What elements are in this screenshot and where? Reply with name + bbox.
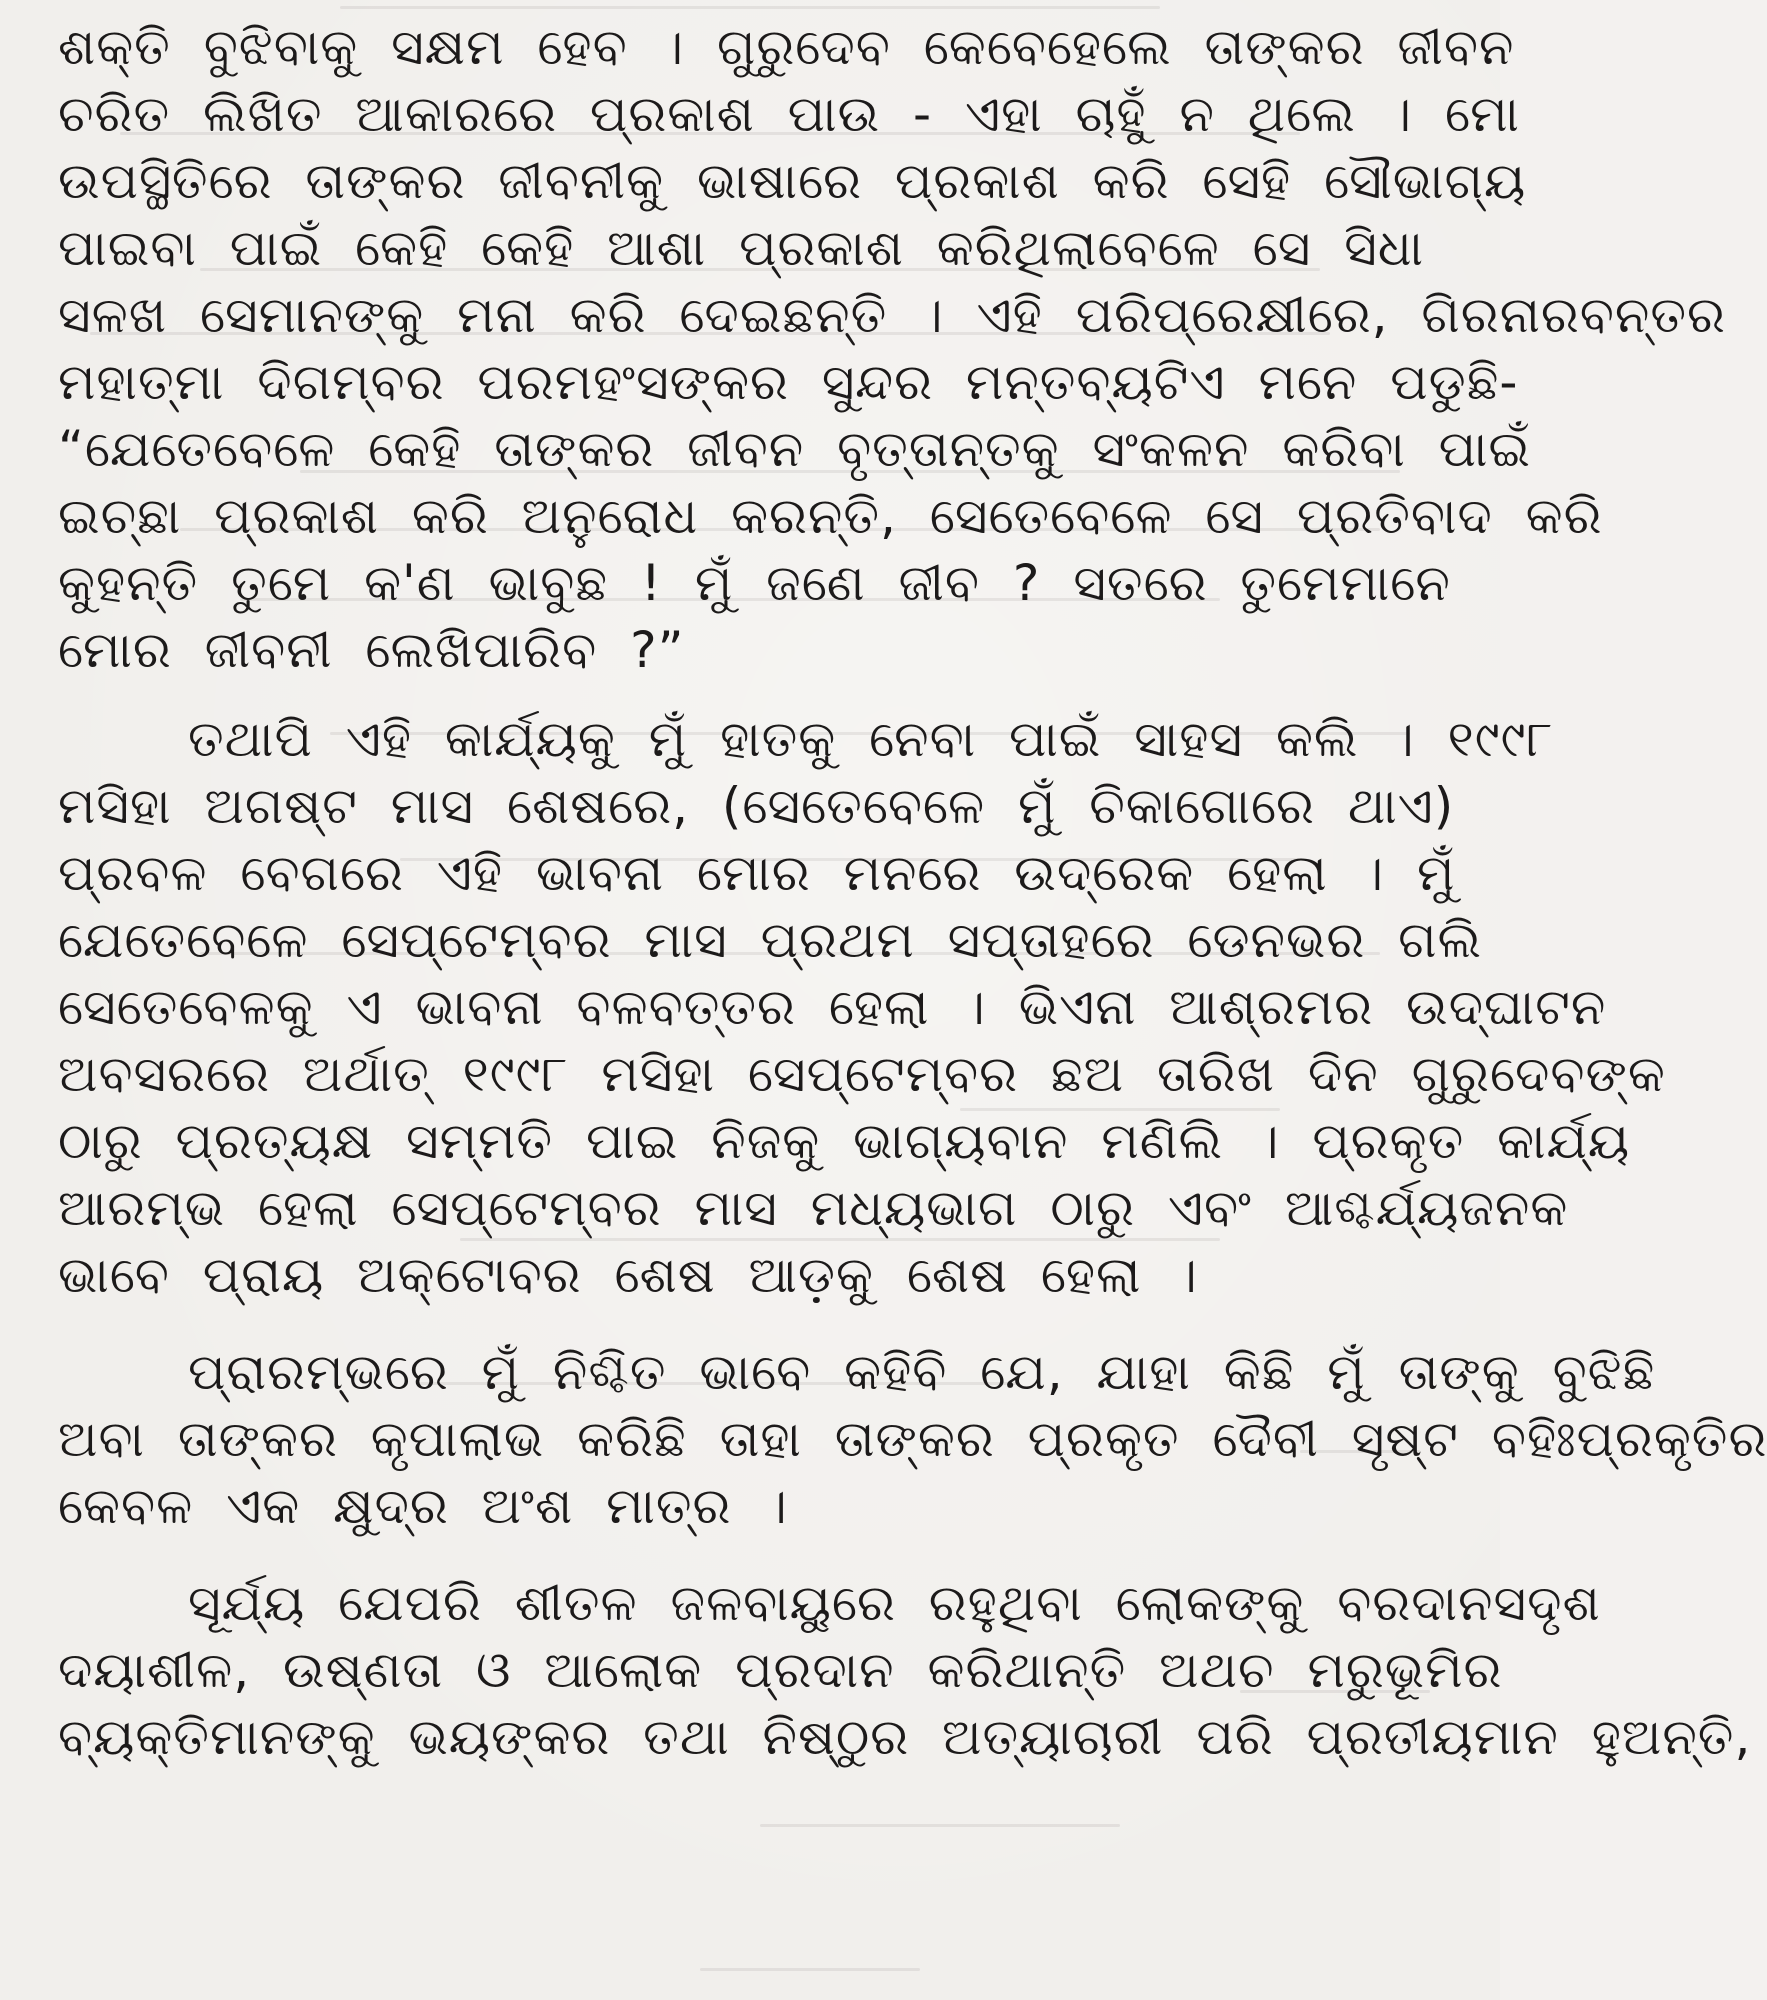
text-line: କେବଳ ଏକ କ୍ଷୁଦ୍ର ଅଂଶ ମାତ୍ର । (58, 1477, 788, 1535)
quote-line: କୁହନ୍ତି ତୁମେ କ'ଣ ଭାବୁଛ ! ମୁଁ ଜଣେ ଜୀବ ? ସତରେ ତୁମେମାନେ (58, 554, 1451, 612)
text-line: ଶକ୍ତି ବୁଝିବାକୁ ସକ୍ଷମ ହେବ । ଗୁରୁଦେବ କେବେହେଲେ ତାଙ୍କର ଜୀବନ (58, 18, 1515, 76)
text-line: ସଳଖ ସେମାନଙ୍କୁ ମନା କରି ଦେଇଛନ୍ତି । ଏହି ପରିପ୍ରେକ୍ଷୀରେ, ଗିରନାରବନ୍ତର (58, 286, 1726, 344)
quote-line: ଇଚ୍ଛା ପ୍ରକାଶ କରି ଅନୁରୋଧ କରନ୍ତି, ସେତେବେଳେ ସେ ପ୍ରତିବାଦ କରି (58, 487, 1603, 545)
paragraph-4 (58, 1570, 1752, 1771)
text-line: ମସିହା ଅଗଷ୍ଟ ମାସ ଶେଷରେ, (ସେତେବେଳେ ମୁଁ ଚିକାଗୋରେ ଥାଏ) (58, 777, 1455, 835)
text-line: ଉପସ୍ଥିତିରେ ତାଙ୍କର ଜୀବନୀକୁ ଭାଷାରେ ପ୍ରକାଶ କରି ସେହି ସୌଭାଗ୍ୟ (58, 152, 1527, 210)
quote-line: ମୋର ଜୀବନୀ ଲେଖିପାରିବ ?” (58, 621, 685, 679)
text-line: ଅବା ତାଙ୍କର କୃପାଲାଭ କରିଛି ତାହା ତାଙ୍କର ପ୍ରକୃତ ଦୈବୀ ସୃଷ୍ଟ ବହିଃପ୍ରକୃତିର (58, 1410, 1767, 1468)
paragraph-spacer (58, 1540, 1438, 1570)
text-line: ଚରିତ ଲିଖିତ ଆକାରରେ ପ୍ରକାଶ ପାଉ - ଏହା ଚାହୁଁ ନ ଥିଲେ । ମୋ (58, 85, 1520, 143)
text-line: ପାଇବା ପାଇଁ କେହି କେହି ଆଶା ପ୍ରକାଶ କରିଥିଲାବେଳେ ସେ ସିଧା (58, 219, 1425, 277)
text-line: ଠାରୁ ପ୍ରତ୍ୟକ୍ଷ ସମ୍ମତି ପାଇ ନିଜକୁ ଭାଗ୍ୟବାନ ମଣିଲି । ପ୍ରକୃତ କାର୍ଯ୍ୟ (58, 1112, 1631, 1170)
paragraph-2 (58, 706, 1666, 1309)
paragraph-1 (58, 14, 1726, 684)
body-text (58, 14, 1767, 1771)
text-line: ଭାବେ ପ୍ରାୟ ଅକ୍ଟୋବର ଶେଷ ଆଡ଼କୁ ଶେଷ ହେଲା । (58, 1246, 1198, 1304)
text-line: ମହାତ୍ମା ଦିଗମ୍ବର ପରମହଂସଙ୍କର ସୁନ୍ଦର ମନ୍ତବ୍ୟଟିଏ ମନେ ପଡୁଛି- (58, 353, 1519, 411)
text-line: ବ୍ୟକ୍ତିମାନଙ୍କୁ ଭୟଙ୍କର ତଥା ନିଷ୍ଠୁର ଅତ୍ୟାଚାରୀ ପରି ପ୍ରତୀୟମାନ ହୁଅନ୍ତି, (58, 1708, 1752, 1766)
text-line: ଦୟାଶୀଳ, ଉଷ୍ଣତା ଓ ଆଲୋକ ପ୍ରଦାନ କରିଥାନ୍ତି ଅଥଚ ମରୁଭୂମିର (58, 1641, 1503, 1699)
text-line: ସେତେବେଳକୁ ଏ ଭାବନା ବଳବତ୍ତର ହେଲା । ଭିଏନା ଆଶ୍ରମର ଉଦ୍‌ଘାଟନ (58, 978, 1607, 1036)
text-line: ଅବସରରେ ଅର୍ଥାତ୍ ୧୯୯୮ ମସିହା ସେପ୍ଟେମ୍ବର ଛଅ ତାରିଖ ଦିନ ଗୁରୁଦେବଙ୍କ (58, 1045, 1666, 1103)
paragraph-3 (58, 1339, 1767, 1540)
text-line: ପ୍ରାରମ୍ଭରେ ମୁଁ ନିଶ୍ଚିତ ଭାବେ କହିବି ଯେ, ଯାହା କିଛି ମୁଁ ତାଙ୍କୁ ବୁଝିଛି (188, 1343, 1656, 1401)
text-line: ଆରମ୍ଭ ହେଲା ସେପ୍ଟେମ୍ବର ମାସ ମଧ୍ୟଭାଗ ଠାରୁ ଏବଂ ଆଶ୍ଚର୍ଯ୍ୟଜନକ (58, 1179, 1569, 1237)
text-line: ଯେତେବେଳେ ସେପ୍ଟେମ୍ବର ମାସ ପ୍ରଥମ ସପ୍ତାହରେ ଡେନଭର ଗଲି (58, 911, 1483, 969)
quote-line: “ଯେତେବେଳେ କେହି ତାଙ୍କର ଜୀବନ ବୃତ୍ତାନ୍ତକୁ ସଂକଳନ କରିବା ପାଇଁ (58, 420, 1532, 478)
paragraph-spacer (58, 1309, 1438, 1339)
text-line: ସୂର୍ଯ୍ୟ ଯେପରି ଶୀତଳ ଜଳବାୟୁରେ ରହୁଥିବା ଲୋକଙ୍କୁ ବରଦାନସଦୃଶ (188, 1574, 1601, 1632)
text-line: ତଥାପି ଏହି କାର୍ଯ୍ୟକୁ ମୁଁ ହାତକୁ ନେବା ପାଇଁ ସାହସ କଲି । ୧୯୯୮ (188, 710, 1554, 768)
text-line: ପ୍ରବଳ ବେଗରେ ଏହି ଭାବନା ମୋର ମନରେ ଉଦ୍ରେକ ହେଲା । ମୁଁ (58, 844, 1456, 902)
paragraph-spacer (58, 684, 1438, 706)
